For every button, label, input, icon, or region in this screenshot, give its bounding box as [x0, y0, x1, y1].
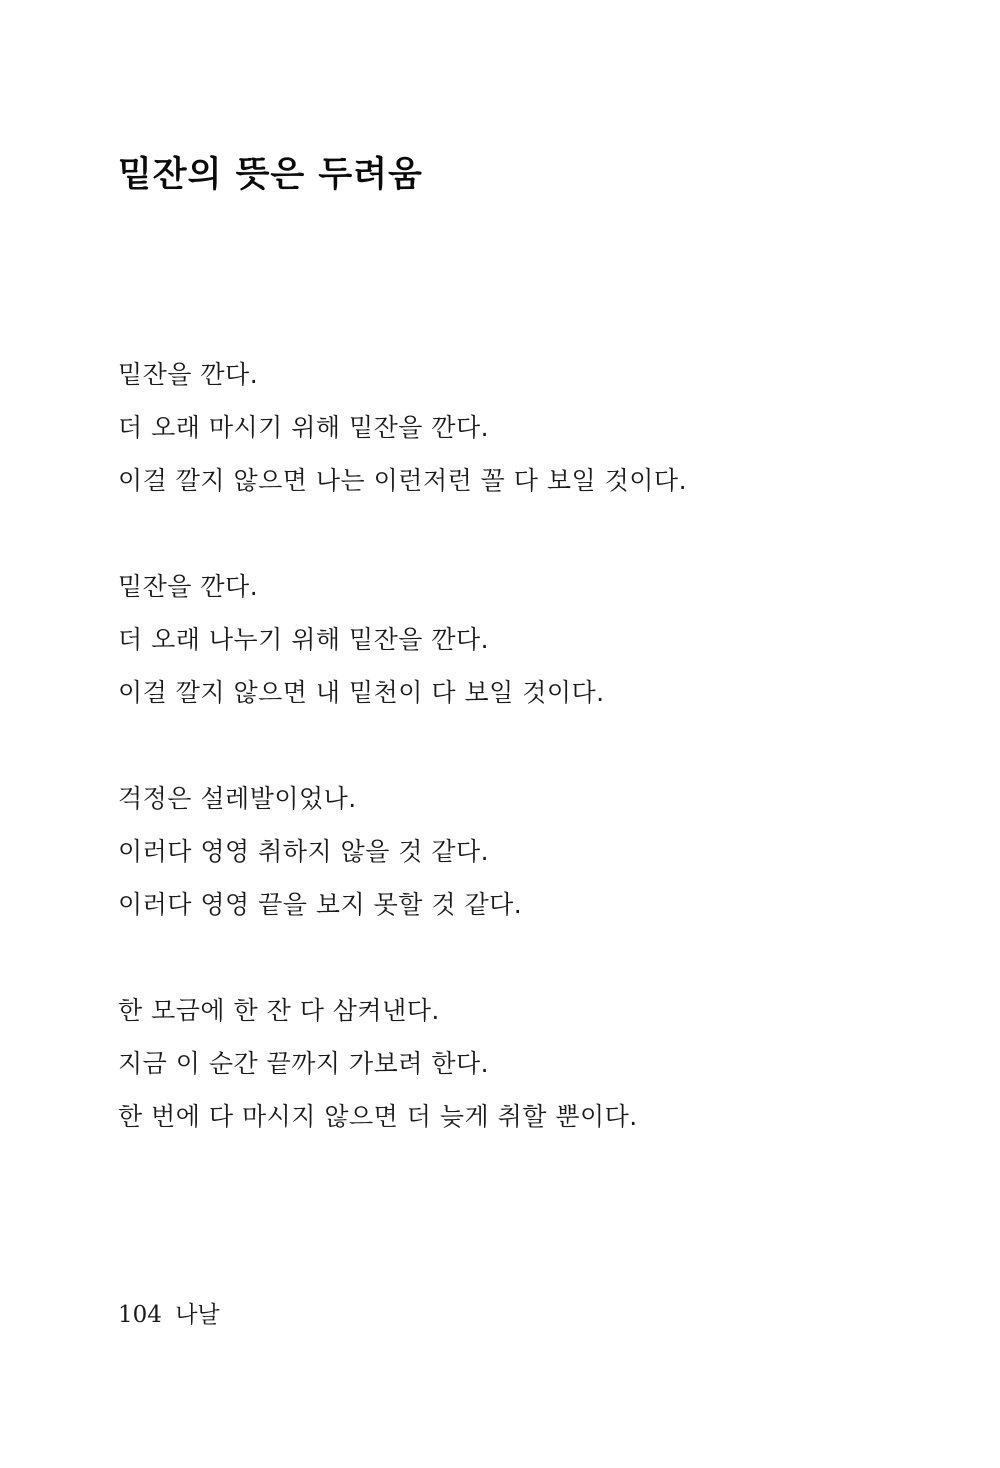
stanza-2: [118, 560, 918, 719]
poem-line: 이걸 깔지 않으면 내 밑천이 다 보일 것이다.: [118, 678, 605, 707]
stanza-3: [118, 772, 918, 931]
stanza-4: [118, 984, 918, 1143]
poem-line: 지금 이 순간 끝까지 가보려 한다.: [118, 1049, 490, 1078]
poem-line: 더 오래 마시기 위해 밑잔을 깐다.: [118, 413, 490, 442]
poem-line: 더 오래 나누기 위해 밑잔을 깐다.: [118, 625, 490, 654]
poem-line: 이러다 영영 끝을 보지 못할 것 같다.: [118, 890, 523, 919]
poem-line: 이걸 깔지 않으면 나는 이런저런 꼴 다 보일 것이다.: [118, 466, 688, 495]
running-section-name: 나날: [175, 1302, 220, 1328]
poem-line: 한 번에 다 마시지 않으면 더 늦게 취할 뿐이다.: [118, 1102, 638, 1131]
poem-title: 밑잔의 뜻은 두려움: [118, 155, 423, 195]
poem-line: 이러다 영영 취하지 않을 것 같다.: [118, 837, 490, 866]
poem-body: [118, 348, 918, 1196]
page-number: 104: [118, 1302, 162, 1328]
poem-line: 밑잔을 깐다.: [118, 572, 259, 601]
page-footer: [118, 1300, 220, 1330]
stanza-1: [118, 348, 918, 507]
poem-line: 한 모금에 한 잔 다 삼켜낸다.: [118, 996, 440, 1025]
poem-line: 밑잔을 깐다.: [118, 360, 259, 389]
poem-line: 걱정은 설레발이었나.: [118, 784, 357, 813]
